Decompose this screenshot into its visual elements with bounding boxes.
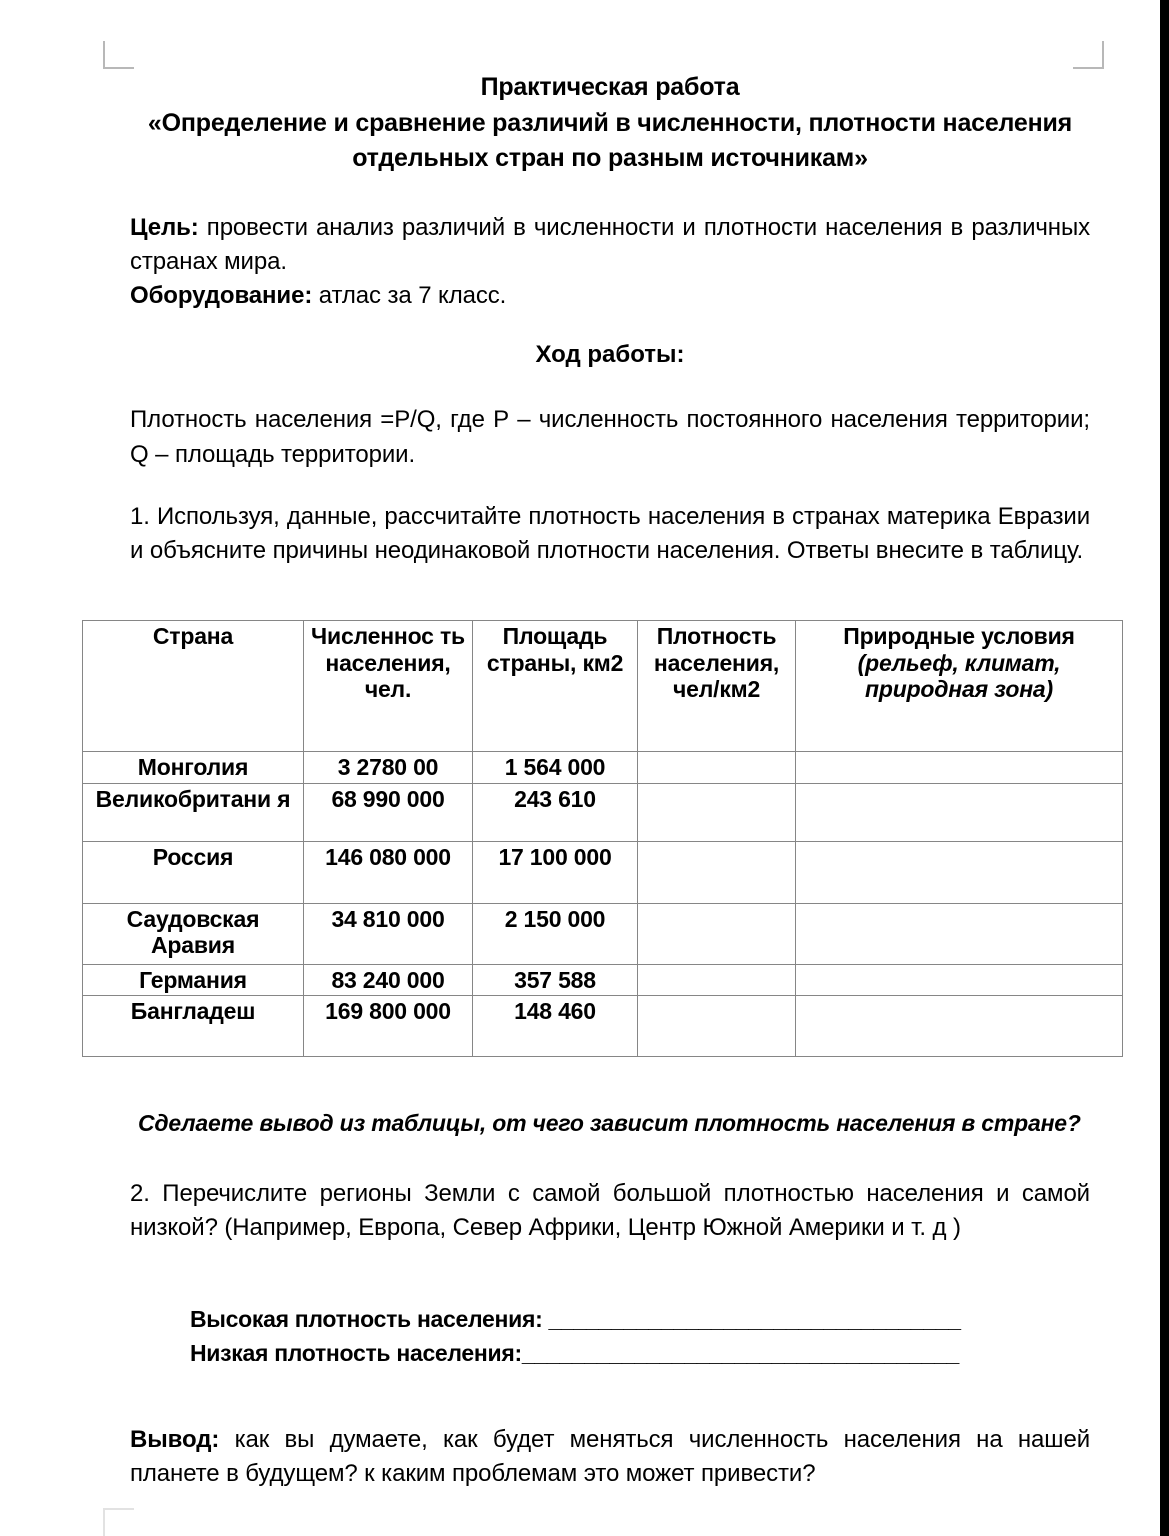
cell-country: Германия bbox=[83, 964, 304, 996]
conclusion-question: Сделаете вывод из таблицы, от чего зависит плотность населения в стране? bbox=[138, 1110, 1081, 1136]
cell-density[interactable] bbox=[638, 996, 796, 1057]
goal-label: Цель: bbox=[130, 213, 199, 241]
cell-area: 357 588 bbox=[473, 964, 638, 996]
equipment-text: атлас за 7 класс. bbox=[312, 282, 507, 310]
cell-population: 83 240 000 bbox=[304, 964, 473, 996]
formula-paragraph: Плотность населения =Р/Q, где Р – численность постоянного населения территории; Q – площадь территории. bbox=[130, 406, 1090, 468]
cell-area: 1 564 000 bbox=[473, 752, 638, 784]
cell-density[interactable] bbox=[638, 903, 796, 964]
crop-mark-bottom-left-icon bbox=[103, 1508, 134, 1536]
cell-country: Россия bbox=[83, 841, 304, 903]
task-2-paragraph: 2. Перечислите регионы Земли с самой большой плотностью населения и самой низкой? (Например, Европа, Север Африки, Центр Южной Америки и т. д ) bbox=[130, 1180, 1090, 1242]
equipment-paragraph bbox=[130, 279, 1090, 313]
cell-country: Саудовская Аравия bbox=[83, 903, 304, 964]
table-header-country: Страна bbox=[83, 621, 304, 752]
cell-density[interactable] bbox=[638, 841, 796, 903]
title-line-1: Практическая работа bbox=[480, 73, 740, 101]
document-body-lower bbox=[130, 1110, 1090, 1491]
cell-country: Монголия bbox=[83, 752, 304, 784]
task-1-paragraph: 1. Используя, данные, рассчитайте плотность населения в странах материка Евразии и объясните причины неодинаковой плотности населения. Ответы внесите в таблицу. bbox=[130, 503, 1090, 565]
table-row bbox=[83, 903, 1123, 964]
table-header-natural-conditions bbox=[796, 621, 1123, 752]
fill-in-label-high: Высокая плотность населения: bbox=[190, 1305, 549, 1332]
title-line-2: «Определение и сравнение различий в численности, плотности населения bbox=[147, 108, 1073, 137]
table-row bbox=[83, 964, 1123, 996]
fill-in-line-high[interactable]: _________________________________ bbox=[548, 1305, 961, 1332]
cell-population: 3 2780 00 bbox=[304, 752, 473, 784]
cell-area: 2 150 000 bbox=[473, 903, 638, 964]
final-conclusion-text: как вы думаете, как будет меняться численность населения на нашей планете в будущем? к каким проблемам это может привести? bbox=[130, 1425, 1090, 1487]
population-table-container bbox=[82, 620, 1122, 1057]
cell-population: 68 990 000 bbox=[304, 783, 473, 841]
scan-edge-bar bbox=[1160, 0, 1169, 1536]
goal-paragraph bbox=[130, 211, 1090, 280]
page-title bbox=[130, 70, 1090, 177]
table-header-area: Площадь страны, км2 bbox=[473, 621, 638, 752]
table-header-row bbox=[83, 621, 1123, 752]
table-header-population: Численнос ть населения, чел. bbox=[304, 621, 473, 752]
title-line-3: отдельных стран по разным источникам» bbox=[352, 144, 868, 172]
table-header-density: Плотность населения, чел/км2 bbox=[638, 621, 796, 752]
natural-conditions-subtitle: (рельеф, климат, природная зона) bbox=[857, 649, 1061, 703]
fill-in-label-low: Низкая плотность населения: bbox=[190, 1340, 522, 1367]
cell-natural[interactable] bbox=[796, 841, 1123, 903]
final-conclusion-label: Вывод: bbox=[130, 1425, 220, 1453]
fill-in-block bbox=[130, 1302, 1090, 1371]
cell-density[interactable] bbox=[638, 752, 796, 784]
population-table bbox=[82, 620, 1123, 1057]
fill-in-row-low-density bbox=[190, 1336, 1090, 1371]
cell-density[interactable] bbox=[638, 783, 796, 841]
cell-natural[interactable] bbox=[796, 783, 1123, 841]
cell-area: 243 610 bbox=[473, 783, 638, 841]
fill-in-row-high-density bbox=[190, 1302, 1090, 1337]
fill-in-line-low[interactable]: ___________________________________ bbox=[521, 1340, 960, 1367]
table-row bbox=[83, 996, 1123, 1057]
cell-country: Бангладеш bbox=[83, 996, 304, 1057]
cell-natural[interactable] bbox=[796, 964, 1123, 996]
crop-mark-top-left-icon bbox=[103, 41, 134, 69]
crop-mark-top-right-icon bbox=[1073, 41, 1104, 69]
cell-area: 17 100 000 bbox=[473, 841, 638, 903]
cell-population: 169 800 000 bbox=[304, 996, 473, 1057]
cell-population: 34 810 000 bbox=[304, 903, 473, 964]
cell-area: 148 460 bbox=[473, 996, 638, 1057]
goal-text: провести анализ различий в численности и плотности населения в различных странах мира. bbox=[130, 213, 1090, 275]
cell-natural[interactable] bbox=[796, 996, 1123, 1057]
table-row bbox=[83, 783, 1123, 841]
cell-natural[interactable] bbox=[796, 903, 1123, 964]
procedure-heading: Ход работы: bbox=[535, 341, 685, 369]
table-row bbox=[83, 841, 1123, 903]
cell-country: Великобритани я bbox=[83, 783, 304, 841]
natural-conditions-main: Природные условия bbox=[843, 623, 1075, 649]
cell-natural[interactable] bbox=[796, 752, 1123, 784]
equipment-label: Оборудование: bbox=[130, 282, 313, 310]
cell-density[interactable] bbox=[638, 964, 796, 996]
cell-population: 146 080 000 bbox=[304, 841, 473, 903]
document-body bbox=[130, 70, 1090, 569]
final-conclusion-paragraph bbox=[130, 1423, 1090, 1492]
table-row bbox=[83, 752, 1123, 784]
